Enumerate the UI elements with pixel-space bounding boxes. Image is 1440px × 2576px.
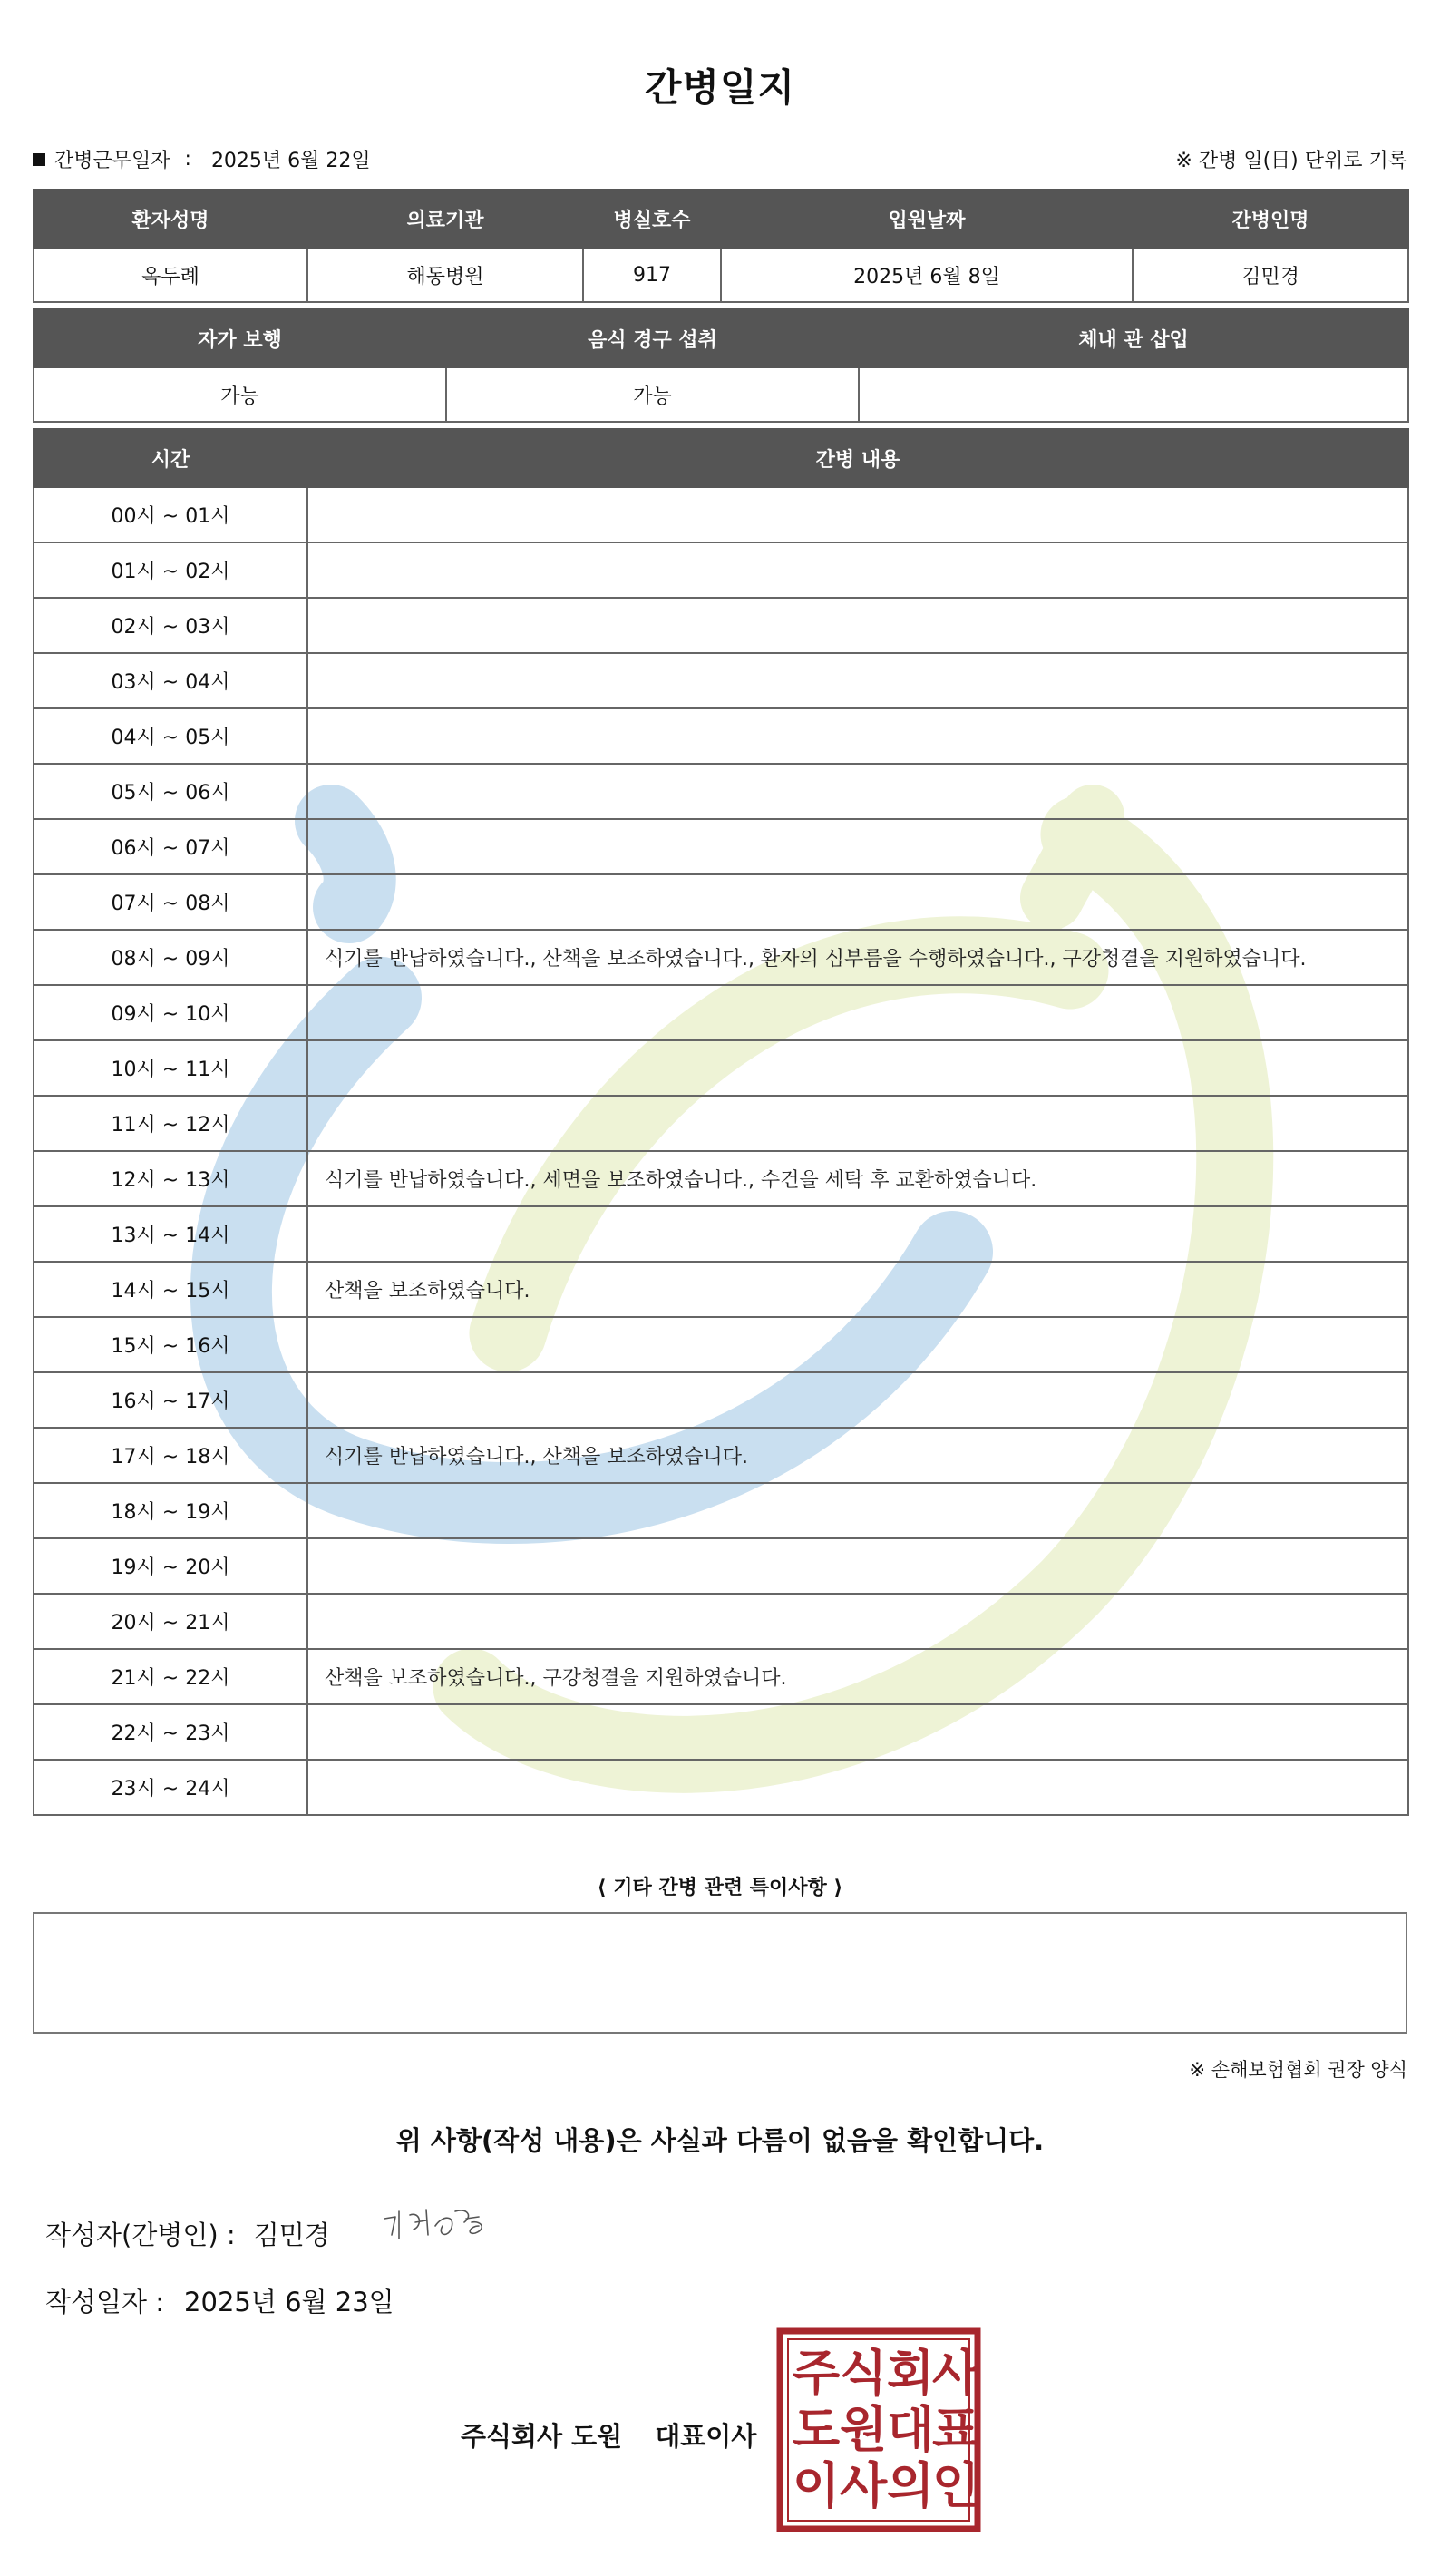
care-log-row xyxy=(34,1594,1408,1649)
care-log-row xyxy=(34,653,1408,708)
care-log-note xyxy=(307,1538,1408,1594)
ability-value-row xyxy=(34,367,1408,422)
care-log-time: 18시 ~ 19시 xyxy=(34,1483,307,1538)
care-log-note: 산책을 보조하였습니다., 구강청결을 지원하였습니다. xyxy=(307,1649,1408,1704)
care-log-row xyxy=(34,1483,1408,1538)
care-log-note xyxy=(307,653,1408,708)
work-date-separator: : xyxy=(184,148,191,171)
care-log-note xyxy=(307,598,1408,653)
care-log-time: 11시 ~ 12시 xyxy=(34,1096,307,1151)
value-tube-insertion xyxy=(859,367,1408,422)
care-log-header-row xyxy=(34,429,1408,487)
value-self-walking: 가능 xyxy=(34,367,446,422)
ceo-title: 대표이사 xyxy=(655,2421,757,2452)
patient-info-table xyxy=(33,189,1409,303)
company-line xyxy=(461,2416,756,2454)
bullet-icon xyxy=(33,153,45,166)
care-log-time: 00시 ~ 01시 xyxy=(34,487,307,542)
form-recommendation-note: ※ 손해보험협회 권장 양식 xyxy=(1189,2059,1407,2081)
writer-label: 작성자(간병인) : xyxy=(45,2220,236,2250)
care-log-time: 15시 ~ 16시 xyxy=(34,1317,307,1372)
care-log-time: 08시 ~ 09시 xyxy=(34,930,307,985)
care-log-note xyxy=(307,708,1408,764)
writing-date-value: 2025년 6월 23일 xyxy=(184,2287,394,2317)
care-log-row xyxy=(34,542,1408,598)
confirmation-statement: 위 사항(작성 내용)은 사실과 다름이 없음을 확인합니다. xyxy=(395,2125,1045,2156)
care-log-note xyxy=(307,819,1408,874)
care-log-table xyxy=(33,428,1409,1816)
care-log-row xyxy=(34,1206,1408,1262)
care-log-row xyxy=(34,985,1408,1040)
care-log-note xyxy=(307,1372,1408,1428)
seal-character: 이 xyxy=(793,2457,841,2514)
care-log-time: 07시 ~ 08시 xyxy=(34,874,307,930)
care-log-time: 06시 ~ 07시 xyxy=(34,819,307,874)
care-log-note xyxy=(307,542,1408,598)
care-log-note xyxy=(307,1040,1408,1096)
care-log-row xyxy=(34,764,1408,819)
care-log-time: 16시 ~ 17시 xyxy=(34,1372,307,1428)
writing-date-line xyxy=(45,2282,394,2319)
seal-character: 주 xyxy=(793,2345,841,2402)
care-log-note xyxy=(307,1704,1408,1760)
seal-character: 인 xyxy=(932,2457,980,2514)
header-caregiver-name: 간병인명 xyxy=(1133,190,1408,248)
care-log-row xyxy=(34,874,1408,930)
work-date-value: 2025년 6월 22일 xyxy=(210,150,371,172)
care-log-time: 03시 ~ 04시 xyxy=(34,653,307,708)
seal-character: 대 xyxy=(887,2401,935,2458)
care-log-time: 01시 ~ 02시 xyxy=(34,542,307,598)
seal-character: 의 xyxy=(887,2457,935,2514)
unit-note: ※ 간병 일(日) 단위로 기록 xyxy=(1175,150,1407,172)
care-log-time: 23시 ~ 24시 xyxy=(34,1760,307,1815)
care-log-time: 05시 ~ 06시 xyxy=(34,764,307,819)
value-patient-name: 옥두례 xyxy=(34,248,307,302)
seal-character: 사 xyxy=(932,2345,980,2402)
care-log-time: 19시 ~ 20시 xyxy=(34,1538,307,1594)
seal-character: 식 xyxy=(840,2345,888,2402)
care-log-row xyxy=(34,598,1408,653)
header-oral-intake: 음식 경구 섭취 xyxy=(446,309,859,367)
care-log-note: 산책을 보조하였습니다. xyxy=(307,1262,1408,1317)
care-log-note xyxy=(307,764,1408,819)
value-room-number: 917 xyxy=(583,248,721,302)
care-log-row xyxy=(34,1428,1408,1483)
patient-info-header-row xyxy=(34,190,1408,248)
header-hospital: 의료기관 xyxy=(307,190,583,248)
seal-character: 도 xyxy=(793,2401,841,2458)
patient-info-value-row xyxy=(34,248,1408,302)
value-admission-date: 2025년 6월 8일 xyxy=(721,248,1133,302)
handwritten-signature xyxy=(379,2199,506,2253)
value-caregiver-name: 김민경 xyxy=(1133,248,1408,302)
care-log-time: 14시 ~ 15시 xyxy=(34,1262,307,1317)
care-log-row xyxy=(34,819,1408,874)
care-log-note: 식기를 반납하였습니다., 산책을 보조하였습니다. xyxy=(307,1428,1408,1483)
care-log-note xyxy=(307,1483,1408,1538)
company-seal-stamp xyxy=(776,2327,981,2532)
care-log-note: 식기를 반납하였습니다., 세면을 보조하였습니다., 수건을 세탁 후 교환하였습니다. xyxy=(307,1151,1408,1206)
ability-header-row xyxy=(34,309,1408,367)
special-notes-title: ⟨ 기타 간병 관련 특이사항 ⟩ xyxy=(597,1877,843,1899)
seal-character: 표 xyxy=(932,2401,980,2458)
care-log-row xyxy=(34,1317,1408,1372)
care-log-row xyxy=(34,1649,1408,1704)
seal-character: 회 xyxy=(887,2345,935,2402)
header-care-content: 간병 내용 xyxy=(307,429,1408,487)
care-log-time: 04시 ~ 05시 xyxy=(34,708,307,764)
care-log-row xyxy=(34,1096,1408,1151)
header-room-number: 병실호수 xyxy=(583,190,721,248)
writer-name: 김민경 xyxy=(253,2220,330,2250)
work-date-label: 간병근무일자 xyxy=(54,150,170,172)
care-log-time: 09시 ~ 10시 xyxy=(34,985,307,1040)
care-log-time: 17시 ~ 18시 xyxy=(34,1428,307,1483)
work-date-line xyxy=(33,145,371,173)
care-log-note xyxy=(307,1206,1408,1262)
page-title: 간병일지 xyxy=(644,65,796,110)
care-log-time: 20시 ~ 21시 xyxy=(34,1594,307,1649)
care-log-row xyxy=(34,1262,1408,1317)
care-log-time: 02시 ~ 03시 xyxy=(34,598,307,653)
writing-date-label: 작성일자 : xyxy=(45,2287,165,2317)
care-log-time: 21시 ~ 22시 xyxy=(34,1649,307,1704)
special-notes-box xyxy=(33,1912,1407,2034)
care-log-time: 10시 ~ 11시 xyxy=(34,1040,307,1096)
care-log-row xyxy=(34,930,1408,985)
care-log-body xyxy=(34,487,1408,1815)
patient-ability-table xyxy=(33,308,1409,423)
care-log-note: 식기를 반납하였습니다., 산책을 보조하였습니다., 환자의 심부름을 수행하였습니다., 구강청결을 지원하였습니다. xyxy=(307,930,1408,985)
header-time: 시간 xyxy=(34,429,307,487)
care-log-note xyxy=(307,985,1408,1040)
care-log-row xyxy=(34,487,1408,542)
care-log-row xyxy=(34,1372,1408,1428)
value-oral-intake: 가능 xyxy=(446,367,859,422)
header-patient-name: 환자성명 xyxy=(34,190,307,248)
care-log-note xyxy=(307,487,1408,542)
care-log-row xyxy=(34,1040,1408,1096)
company-name: 주식회사 도원 xyxy=(461,2421,623,2452)
care-log-note xyxy=(307,1760,1408,1815)
care-log-row xyxy=(34,708,1408,764)
care-log-row xyxy=(34,1151,1408,1206)
care-log-note xyxy=(307,1096,1408,1151)
seal-character: 사 xyxy=(840,2457,888,2514)
care-log-row xyxy=(34,1760,1408,1815)
care-log-row xyxy=(34,1704,1408,1760)
care-log-time: 12시 ~ 13시 xyxy=(34,1151,307,1206)
header-self-walking: 자가 보행 xyxy=(34,309,446,367)
care-log-note xyxy=(307,1317,1408,1372)
care-log-time: 13시 ~ 14시 xyxy=(34,1206,307,1262)
care-log-note xyxy=(307,874,1408,930)
value-hospital: 해동병원 xyxy=(307,248,583,302)
writer-line xyxy=(45,2215,330,2252)
header-tube-insertion: 체내 관 삽입 xyxy=(859,309,1408,367)
seal-character: 원 xyxy=(840,2401,888,2458)
header-admission-date: 입원날짜 xyxy=(721,190,1133,248)
care-log-time: 22시 ~ 23시 xyxy=(34,1704,307,1760)
care-log-note xyxy=(307,1594,1408,1649)
care-log-row xyxy=(34,1538,1408,1594)
